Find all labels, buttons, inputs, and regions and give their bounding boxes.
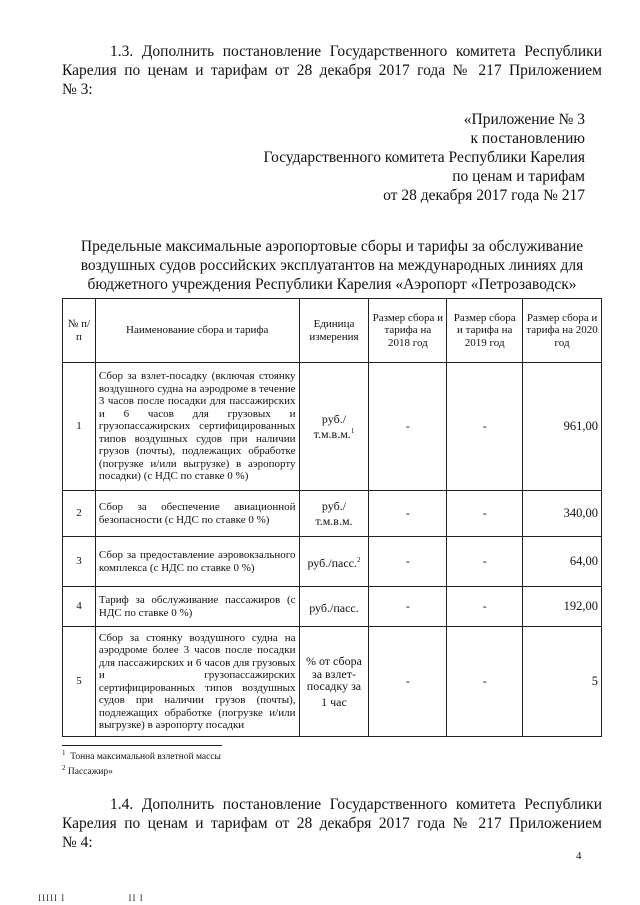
row-2020: 340,00: [523, 491, 602, 537]
row-2020: 5: [523, 627, 602, 737]
footnote-divider: [62, 745, 222, 746]
section-1-4-line: № 4:: [62, 834, 93, 851]
row-name: Тариф за обслуживание пассажиров (с НДС по ставке 0 %): [95, 587, 299, 627]
footnotes: [62, 748, 221, 778]
row-2018: -: [369, 537, 447, 587]
section-1-3-paragraph: [62, 42, 602, 99]
row-2019: -: [447, 627, 523, 737]
table-title-line: бюджетного учреждения Республики Карелия «Аэропорт «Петрозаводск»: [87, 276, 577, 293]
header-num: № п/п: [63, 299, 96, 363]
footnote-ref: 2: [356, 555, 361, 564]
row-2018: -: [369, 491, 447, 537]
header-2019: Размер сбора и тарифа на 2019 год: [447, 299, 523, 363]
appendix-header-line: Государственного комитета Республики Карелия: [263, 149, 585, 166]
row-num: 3: [63, 537, 96, 587]
footnote-text: Пассажир»: [67, 767, 113, 778]
row-name: Сбор за предоставление аэровокзального комплекса (с НДС по ставке 0 %): [95, 537, 299, 587]
row-num: 2: [63, 491, 96, 537]
scan-mark: IIIII I: [38, 893, 66, 903]
row-name: Сбор за стоянку воздушного судна на аэродроме более 3 часов после посадки для пассажирских и 6 часов для грузовых и грузопассажирских сертифицированных типов воздушных судов при наличии грузов (почты), подлежащих обработке (погрузке и/или выгрузке) в аэропорту посадки: [95, 627, 299, 737]
row-2019: -: [447, 363, 523, 491]
row-name: Сбор за взлет-посадку (включая стоянку воздушного судна на аэродроме в течение 3 часов после посадки для пассажирских и 6 часов для грузовых и грузопассажирских сертифицированных типов воздушных судов при наличии грузов (почты), подлежащих обработке (погрузке и/или выгрузке) в аэропорту посадки) (с НДС по ставке 0 %): [95, 363, 299, 491]
footnote-text: Тонна максимальной взлетной массы: [70, 752, 221, 763]
row-unit: [299, 627, 369, 737]
row-2020: 192,00: [523, 587, 602, 627]
row-2019: -: [447, 491, 523, 537]
unit-text: руб./ т.м.в.м.: [315, 498, 353, 528]
table-row: [63, 627, 602, 737]
row-2018: -: [369, 363, 447, 491]
footnote-item: [62, 748, 221, 763]
appendix-header-line: «Приложение № 3: [463, 111, 585, 128]
header-2018: Размер сбора и тарифа на 2018 год: [369, 299, 447, 363]
row-2019: -: [447, 537, 523, 587]
table-header-row: [63, 299, 602, 363]
scan-mark: II I: [128, 893, 144, 903]
section-1-3-line: № 3:: [62, 81, 93, 98]
table-row: [63, 491, 602, 537]
appendix-header-line: к постановлению: [470, 130, 585, 147]
table-row: [63, 363, 602, 491]
table-title-line: воздушных судов российских эксплуатантов на международных линиях для: [80, 257, 584, 274]
header-2020: Размер сбора и тарифа на 2020 год: [523, 299, 602, 363]
section-1-4-line: 1.4. Дополнить постановление Государственного комитета Республики: [110, 796, 602, 813]
row-2018: -: [369, 587, 447, 627]
row-num: 4: [63, 587, 96, 627]
header-unit: Единица измерения: [299, 299, 369, 363]
unit-text: руб./пасс.: [309, 600, 359, 615]
row-unit: [299, 491, 369, 537]
footnote-mark: 2: [62, 764, 66, 773]
row-num: 1: [63, 363, 96, 491]
section-1-3-line: 1.3. Дополнить постановление Государственного комитета Республики: [110, 43, 602, 60]
row-num: 5: [63, 627, 96, 737]
appendix-header: [263, 110, 585, 205]
table-row: [63, 537, 602, 587]
footnote-mark: 1: [62, 749, 66, 757]
appendix-header-line: по ценам и тарифам: [452, 168, 585, 185]
section-1-3-line: Карелия по ценам и тарифам от 28 декабря 2017 года № 217 Приложением: [62, 62, 602, 79]
row-name: Сбор за обеспечение авиационной безопасности (с НДС по ставке 0 %): [95, 491, 299, 537]
scan-marks: [38, 893, 144, 903]
fees-table: [62, 298, 602, 737]
section-1-4-paragraph: [62, 795, 602, 852]
table-title-line: Предельные максимальные аэропортовые сборы и тарифы за обслуживание: [80, 238, 584, 255]
unit-text: руб./ т.м.в.м.: [313, 411, 351, 441]
page-number: 4: [576, 850, 582, 862]
unit-text: % от сбора за взлет-посадку за 1 час: [305, 654, 362, 709]
table-title: [62, 237, 602, 294]
row-2019: -: [447, 587, 523, 627]
row-unit: [299, 363, 369, 491]
row-2020: 64,00: [523, 537, 602, 587]
row-2020: 961,00: [523, 363, 602, 491]
row-2018: -: [369, 627, 447, 737]
unit-text: руб./пасс.: [307, 555, 357, 570]
footnote-ref: 1: [350, 427, 355, 435]
row-unit: [299, 537, 369, 587]
footnote-item: [62, 763, 221, 778]
header-name: Наименование сбора и тарифа: [95, 299, 299, 363]
section-1-4-line: Карелия по ценам и тарифам от 28 декабря 2017 года № 217 Приложением: [62, 815, 602, 832]
row-unit: [299, 587, 369, 627]
table-row: [63, 587, 602, 627]
appendix-header-line: от 28 декабря 2017 года № 217: [383, 187, 585, 204]
